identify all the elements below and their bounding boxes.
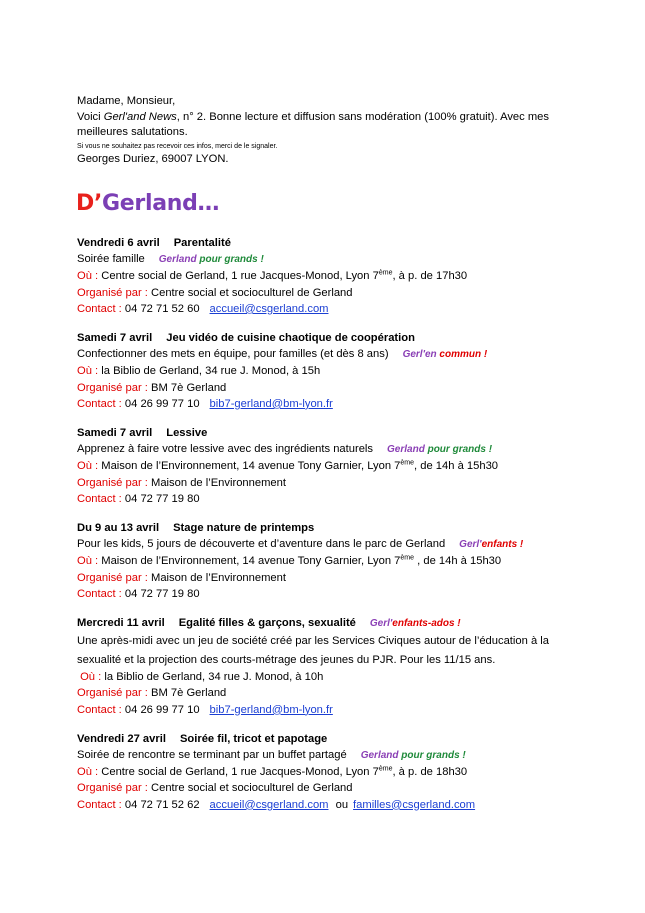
organizer-text: Maison de l’Environnement — [151, 476, 286, 489]
label-contact: Contact — [77, 587, 116, 600]
location-end: , à p. de 18h30 — [392, 766, 468, 779]
location-text: la Biblio de Gerland, 34 rue J. Monod, à 10h — [104, 671, 324, 684]
label-organise: Organisé par — [77, 571, 142, 584]
organizer-text: BM 7è Gerland — [151, 381, 227, 394]
tag-left: Gerland — [360, 750, 399, 762]
event-theme: Stage nature de printemps — [173, 522, 315, 535]
label-sep: : — [141, 687, 152, 700]
or-connector: ou — [335, 798, 349, 811]
newsletter-name: Gerl'and News — [103, 110, 177, 123]
label-sep: : — [91, 766, 102, 779]
location-sup: ème — [378, 765, 393, 773]
intro-prefix: Voici — [77, 110, 104, 123]
label-ou: Où — [77, 460, 92, 473]
tag-right: pour grands ! — [199, 254, 264, 266]
location-end: , de 14h à 15h30 — [414, 460, 499, 473]
event-organizer — [77, 285, 577, 301]
label-organise: Organisé par — [77, 476, 142, 489]
contact-phone: 04 26 99 77 10 — [124, 703, 200, 716]
page-title — [76, 191, 219, 216]
event-list — [77, 235, 577, 826]
label-ou: Où — [77, 555, 92, 568]
label-sep: : — [141, 476, 152, 489]
event-item — [77, 425, 577, 507]
contact-email-link[interactable]: bib7-gerland@bm-lyon.fr — [209, 397, 333, 410]
contact-phone: 04 72 77 19 80 — [124, 587, 200, 600]
label-ou: Où — [80, 671, 96, 684]
tag-right: enfants-ados ! — [392, 618, 461, 630]
location-text: Centre social de Gerland, 1 rue Jacques-Monod, Lyon 7 — [101, 766, 379, 779]
event-description: Confectionner des mets en équipe, pour familles (et dès 8 ans) — [77, 348, 389, 361]
label-contact: Contact — [77, 703, 116, 716]
location-sup: ème — [400, 459, 415, 467]
location-text: Maison de l’Environnement, 14 avenue Tony Garnier, Lyon 7 — [101, 460, 401, 473]
event-tag — [459, 539, 523, 550]
contact-phone: 04 26 99 77 10 — [124, 397, 200, 410]
event-description-line — [77, 536, 577, 553]
intro-suffix: , n° 2. Bonne lecture et diffusion sans modération (100% gratuit). Avec mes meilleures salutations. — [77, 110, 549, 138]
contact-email-link-secondary[interactable]: familles@csgerland.com — [353, 798, 476, 811]
event-date: Vendredi 27 avril — [77, 732, 166, 745]
event-description: Pour les kids, 5 jours de découverte et d’aventure dans le parc de Gerland — [77, 538, 446, 551]
event-header — [77, 731, 577, 747]
greeting: Madame, Monsieur, — [77, 95, 176, 107]
event-theme: Jeu vidéo de cuisine chaotique de coopération — [166, 332, 415, 345]
tag-right: pour grands ! — [427, 444, 493, 456]
organizer-text: BM 7è Gerland — [151, 687, 227, 700]
label-organise: Organisé par — [77, 381, 142, 394]
event-date: Samedi 7 avril — [77, 332, 153, 345]
event-item — [77, 615, 577, 718]
event-description: Soirée de rencontre se terminant par un buffet partagé — [77, 749, 347, 762]
event-contact — [77, 797, 577, 813]
event-description: Soirée famille — [77, 253, 145, 266]
event-organizer — [77, 780, 577, 796]
contact-email-link[interactable]: accueil@csgerland.com — [209, 302, 329, 315]
event-description-line — [77, 747, 577, 764]
event-item — [77, 731, 577, 813]
location-end: , à p. de 17h30 — [392, 270, 468, 283]
contact-phone: 04 72 71 52 62 — [124, 798, 200, 811]
label-sep: : — [141, 286, 152, 299]
event-date: Mercredi 11 avril — [77, 617, 165, 630]
tag-left: Gerl' — [459, 539, 482, 551]
label-sep: : — [141, 782, 152, 795]
label-sep: : — [115, 798, 125, 811]
organizer-text: Maison de l’Environnement — [151, 571, 286, 584]
event-location — [77, 669, 577, 685]
location-text: Centre social de Gerland, 1 rue Jacques-Monod, Lyon 7 — [101, 270, 379, 283]
tag-right: pour grands ! — [401, 750, 466, 762]
event-theme: Lessive — [166, 427, 208, 440]
event-tag — [159, 254, 264, 265]
label-ou: Où — [77, 270, 92, 283]
event-contact — [77, 491, 577, 507]
label-contact: Contact — [77, 492, 116, 505]
event-date: Vendredi 6 avril — [77, 237, 160, 249]
contact-phone: 04 72 71 52 60 — [124, 302, 200, 315]
event-tag — [370, 618, 461, 629]
event-description-line — [77, 441, 577, 458]
event-tag — [361, 750, 466, 761]
event-location — [77, 268, 577, 284]
label-sep: : — [115, 703, 125, 716]
event-contact — [77, 702, 577, 718]
location-sup: ème — [378, 269, 393, 277]
label-organise: Organisé par — [77, 782, 142, 795]
event-header — [77, 615, 577, 632]
label-sep: : — [115, 397, 125, 410]
event-organizer — [77, 475, 577, 491]
label-sep: : — [91, 555, 102, 568]
event-header — [77, 330, 577, 346]
tag-left: Gerland — [158, 254, 197, 266]
event-tag — [387, 444, 492, 455]
intro-text — [77, 110, 557, 141]
label-contact: Contact — [77, 798, 116, 811]
event-contact — [77, 586, 577, 602]
label-ou: Où — [77, 365, 92, 378]
label-sep: : — [91, 460, 102, 473]
tag-left: Gerland — [387, 444, 425, 456]
tag-left: Gerl'en — [402, 349, 437, 361]
contact-phone: 04 72 77 19 80 — [124, 492, 200, 505]
event-tag — [403, 349, 488, 360]
label-sep: : — [141, 571, 152, 584]
unsubscribe-note: Si vous ne souhaitez pas recevoir ces infos, merci de le signaler. — [77, 142, 278, 150]
event-theme: Soirée fil, tricot et papotage — [179, 732, 328, 745]
event-location — [77, 458, 577, 474]
event-theme: Egalité filles & garçons, sexualité — [178, 617, 356, 630]
event-theme: Parentalité — [173, 237, 231, 249]
location-sup: ème — [400, 554, 415, 562]
location-text: Maison de l’Environnement, 14 avenue Tony Garnier, Lyon 7 — [101, 555, 401, 568]
event-organizer — [77, 685, 577, 701]
label-contact: Contact — [77, 302, 116, 315]
event-location — [77, 553, 577, 569]
title-gerland: Gerland… — [102, 191, 220, 216]
location-text: la Biblio de Gerland, 34 rue J. Monod, à 15h — [101, 365, 321, 378]
event-date: Du 9 au 13 avril — [77, 522, 160, 535]
label-sep: : — [141, 381, 152, 394]
title-d: D’ — [76, 191, 103, 216]
event-location — [77, 363, 577, 379]
intro-block — [77, 94, 557, 167]
event-item — [77, 520, 577, 602]
organizer-text: Centre social et socioculturel de Gerland — [151, 782, 353, 795]
event-description-line — [77, 251, 577, 268]
event-organizer — [77, 570, 577, 586]
label-sep: : — [115, 302, 125, 315]
signature: Georges Duriez, 69007 LYON. — [77, 152, 229, 165]
label-sep: : — [91, 270, 102, 283]
label-organise: Organisé par — [77, 286, 142, 299]
contact-email-link[interactable]: accueil@csgerland.com — [209, 798, 329, 811]
event-header — [77, 235, 577, 251]
event-date: Samedi 7 avril — [77, 427, 153, 440]
tag-right: enfants ! — [481, 539, 524, 551]
event-header — [77, 520, 577, 536]
label-contact: Contact — [77, 397, 116, 410]
label-organise: Organisé par — [77, 687, 142, 700]
event-header — [77, 425, 577, 441]
event-contact — [77, 396, 577, 412]
label-ou: Où — [77, 766, 92, 779]
contact-email-link[interactable]: bib7-gerland@bm-lyon.fr — [209, 703, 333, 716]
event-description: Apprenez à faire votre lessive avec des ingrédients naturels — [77, 443, 374, 456]
event-item — [77, 235, 577, 317]
event-description: Une après-midi avec un jeu de société créé par les Services Civiques autour de l’éducation à la sexualité et la projection des courts-métrage des jeunes du PJR. Pour les 11/15 ans. — [77, 635, 549, 666]
tag-right: commun ! — [439, 349, 488, 361]
label-sep: : — [115, 492, 125, 505]
label-sep: : — [91, 365, 102, 378]
event-contact — [77, 301, 577, 317]
location-end: , de 14h à 15h30 — [414, 555, 502, 568]
event-organizer — [77, 380, 577, 396]
label-sep: : — [95, 671, 105, 684]
event-description-line — [77, 346, 577, 363]
label-sep: : — [115, 587, 125, 600]
event-item — [77, 330, 577, 412]
organizer-text: Centre social et socioculturel de Gerland — [151, 286, 353, 299]
event-location — [77, 764, 577, 780]
tag-left: Gerl' — [369, 618, 393, 630]
